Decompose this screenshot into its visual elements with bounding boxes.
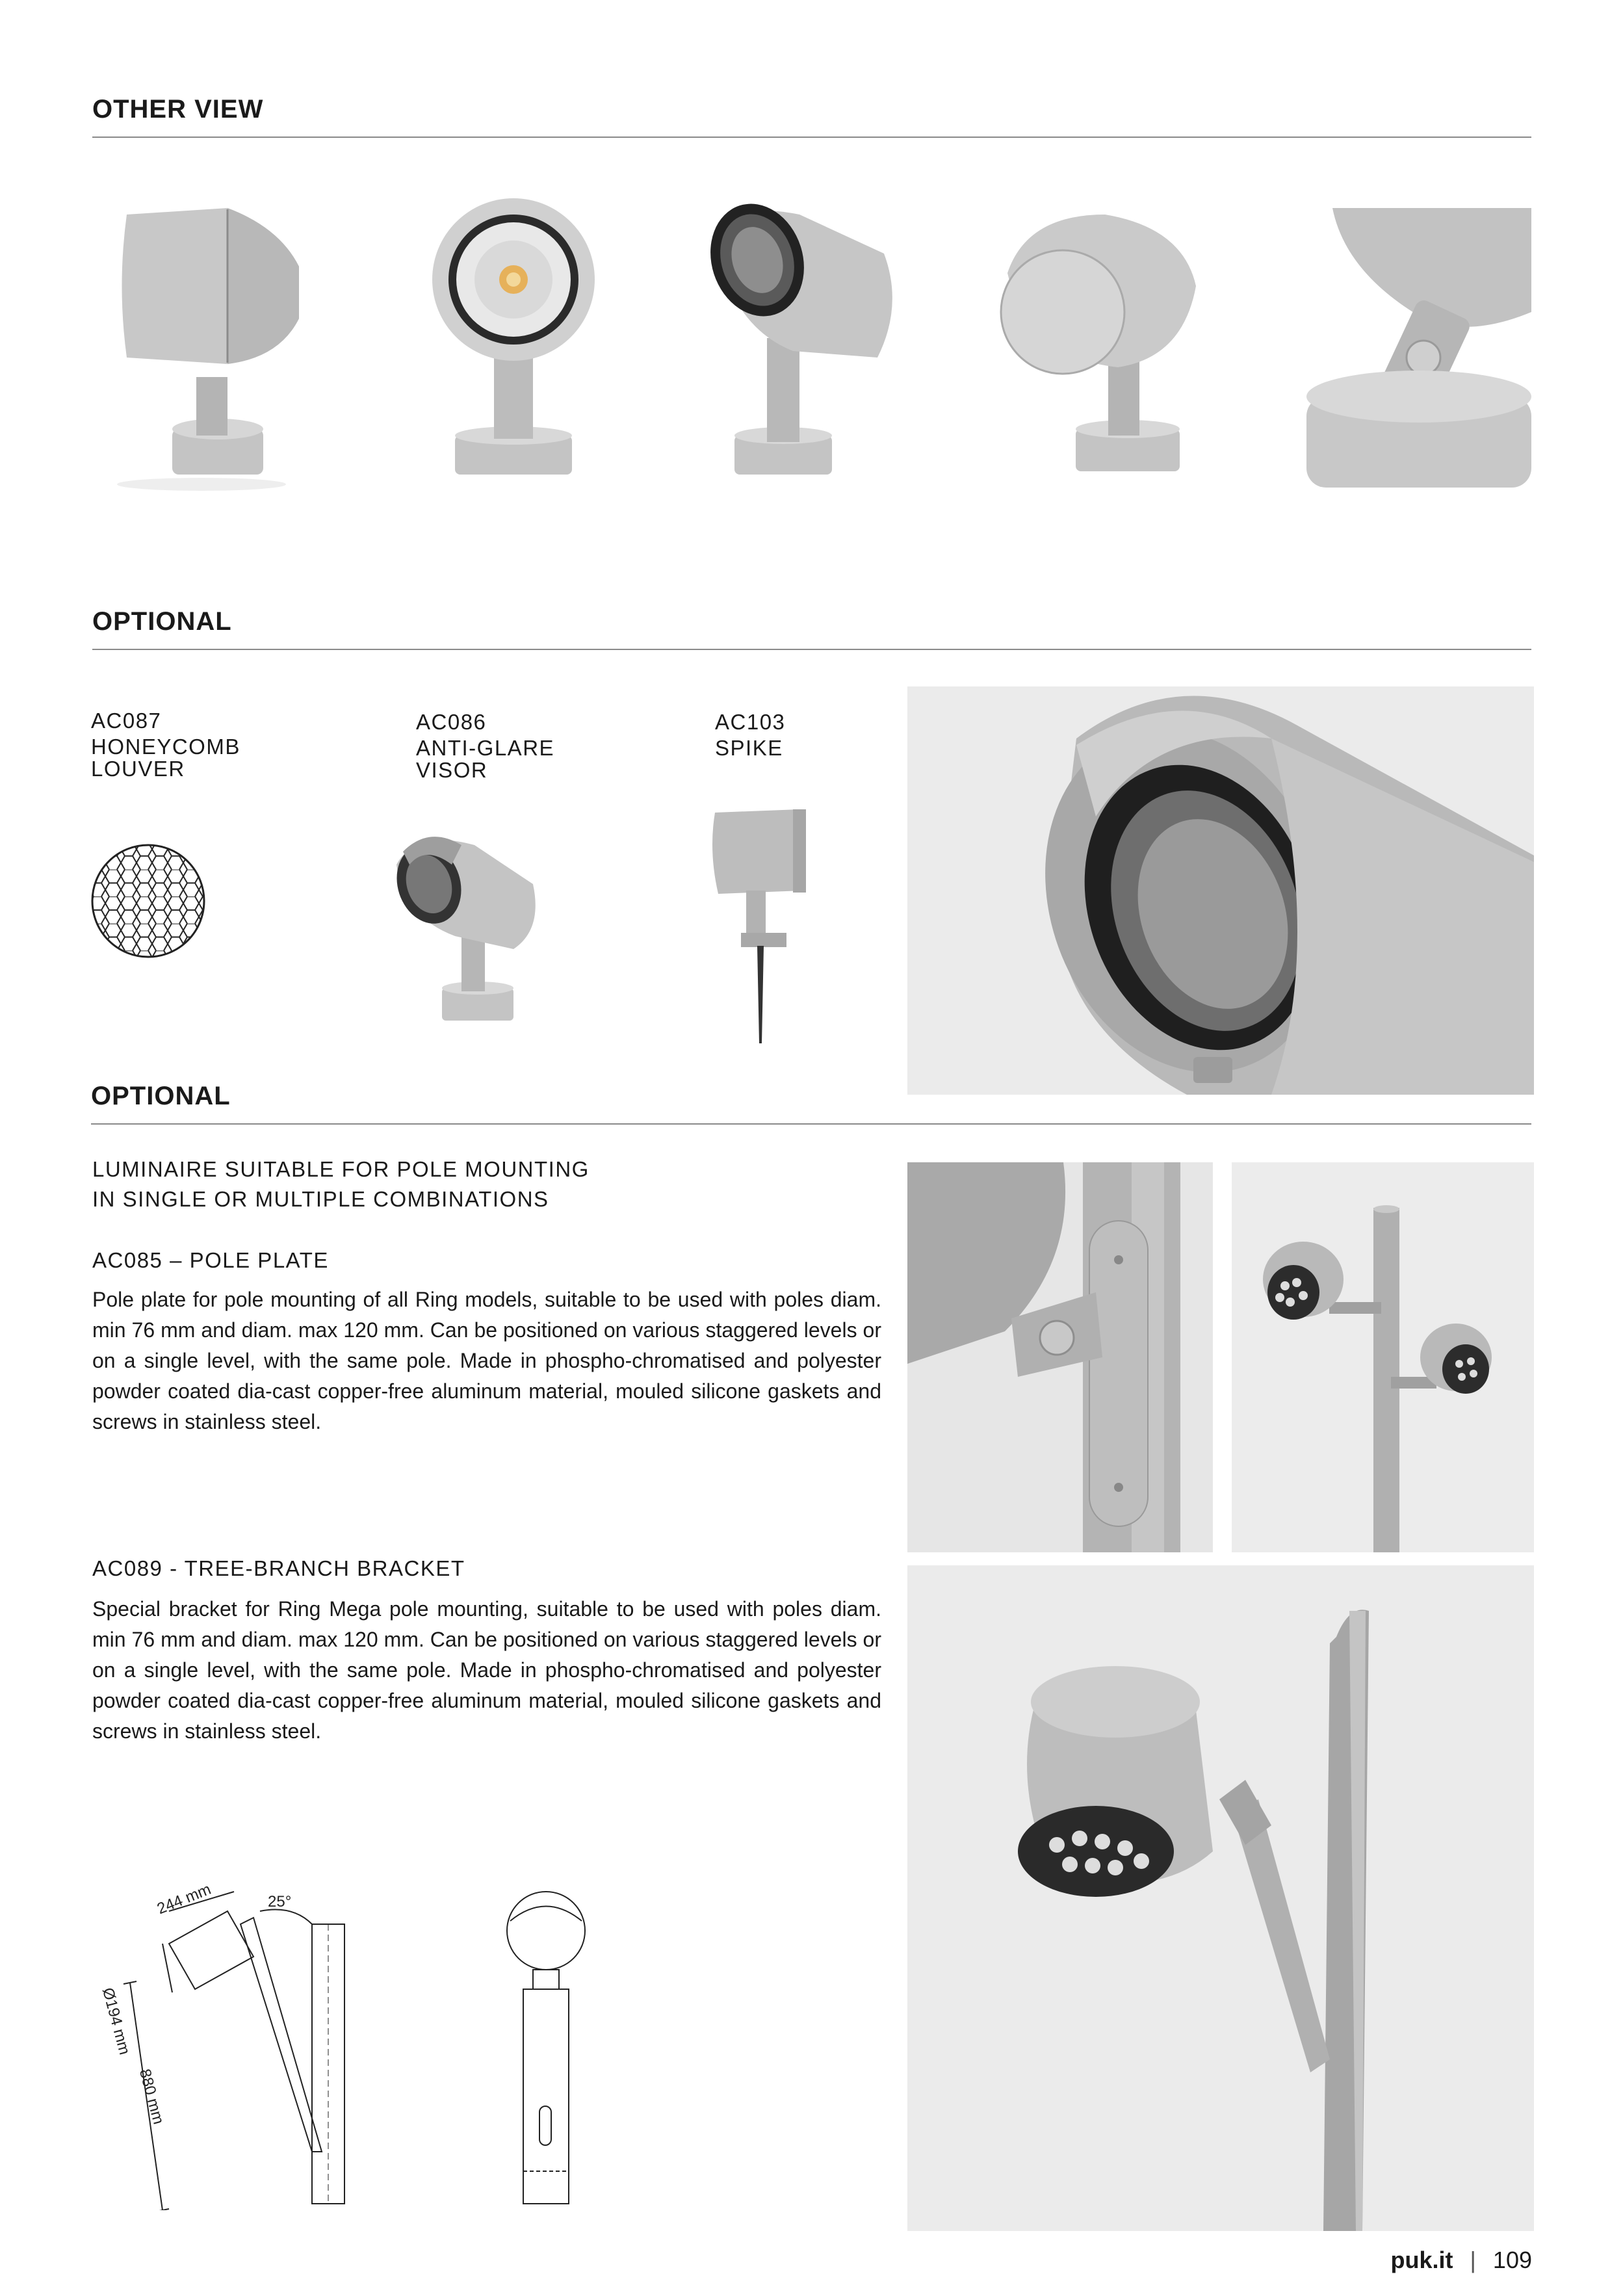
accessory-name: SPIKE [715,736,783,760]
mounting-intro [92,1155,872,1214]
dimension-height-label: 880 mm [135,2067,168,2126]
dimension-diameter-label: Ø194 mm [98,1986,134,2057]
visor-detail-photo [907,686,1534,1095]
accessory-code: AC103 [715,710,786,734]
pole-plate-photo [907,1162,1213,1552]
mounting-intro-line: LUMINAIRE SUITABLE FOR POLE MOUNTING [92,1157,590,1181]
pole-plate-title: AC085 – POLE PLATE [92,1248,329,1272]
other-view-heading: OTHER VIEW [92,95,264,124]
optional-mounting-heading: OPTIONAL [91,1082,231,1110]
tree-bracket-title: AC089 - TREE-BRANCH BRACKET [92,1556,465,1580]
dimension-angle-label: 25° [268,1893,292,1911]
accessory-name: VISOR [416,758,488,782]
technical-drawing-front [494,1885,598,2210]
product-view-front [403,189,624,494]
product-view-three-quarter [689,189,910,494]
section-divider [92,649,1531,650]
page-number: 109 [1492,2247,1532,2273]
accessory-name: LOUVER [91,757,185,781]
spike-image [702,806,819,1047]
honeycomb-louver-icon [90,842,207,959]
product-view-side [91,189,312,494]
footer-brand: puk.it [1390,2247,1453,2273]
accessory-code: AC086 [416,710,487,734]
accessory-name: ANTI-GLARE [416,736,555,760]
section-divider [91,1123,1531,1125]
tree-branch-bracket-photo [907,1565,1534,2231]
pole-plate-description: Pole plate for pole mounting of all Ring models, suitable to be used with poles diam. min 76 mm and diam. max 120 mm. Can be positioned on various staggered levels or on a single level, with the same pole. Made in phospho-chromatised and polyester powder coated dia-cast copper-free aluminum material, mouled silicone gaskets and screws in stainless steel. [92,1288,881,1433]
accessory-ac087-label [91,706,351,780]
mounting-intro-line: IN SINGLE OR MULTIPLE COMBINATIONS [92,1187,549,1211]
accessory-ac103-label [715,707,910,759]
tree-bracket-description: Special bracket for Ring Mega pole mounting, suitable to be used with poles diam. min 76 mm and diam. max 120 mm. Can be positioned on various staggered levels or on a single level, with the same pole. Made in phospho-chromatised and polyester powder coated dia-cast copper-free aluminum material, mouled silicone gaskets and screws in stainless steel. [92,1597,881,1743]
pole-double-mount-photo [1232,1162,1534,1552]
footer [1391,2247,1532,2274]
product-view-detail [1306,208,1531,501]
technical-drawing-side [97,1872,370,2210]
accessory-code: AC087 [91,709,162,733]
anti-glare-visor-image [390,826,546,1034]
accessory-ac086-label [416,707,676,781]
dimension-length-label: 244 mm [154,1880,214,1918]
product-view-back [988,189,1209,494]
footer-separator: | [1470,2247,1476,2273]
section-divider [92,137,1531,138]
accessory-name: HONEYCOMB [91,735,240,759]
optional-accessories-heading: OPTIONAL [92,607,232,636]
